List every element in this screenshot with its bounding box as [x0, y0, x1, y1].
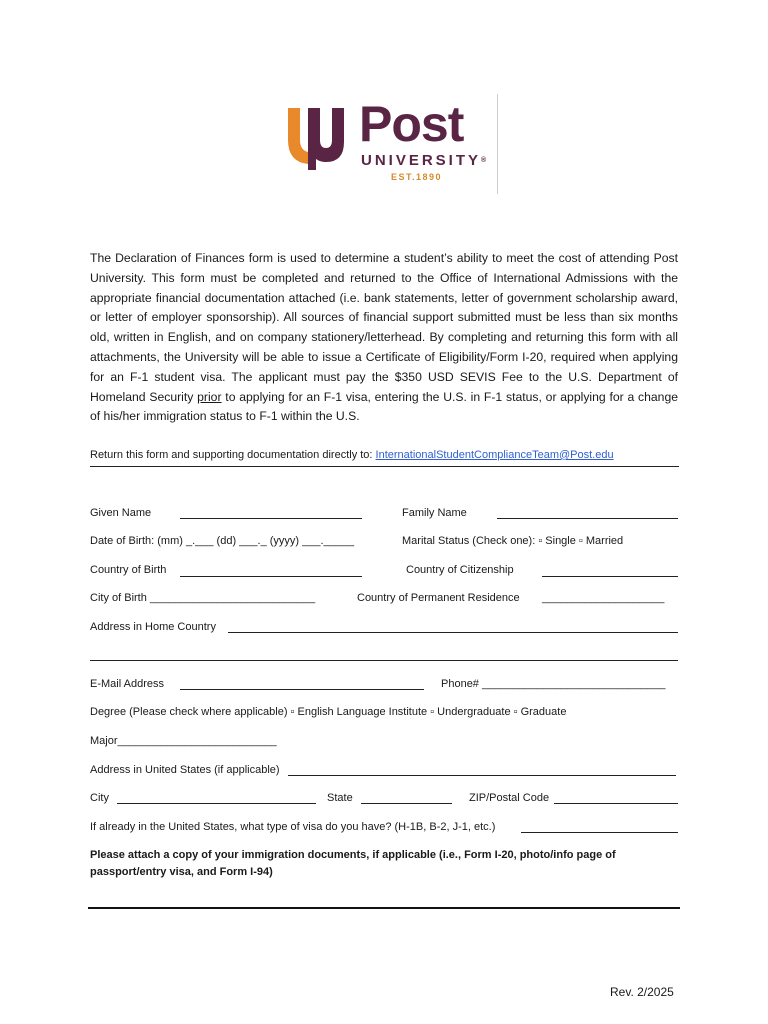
zip-field[interactable]: [554, 803, 678, 804]
zip-label: ZIP/Postal Code: [469, 792, 550, 804]
given-name-field[interactable]: [180, 518, 362, 519]
visa-type-field[interactable]: [521, 832, 678, 833]
us-address-field[interactable]: [288, 775, 676, 776]
home-address-field[interactable]: [228, 632, 678, 633]
country-of-birth-label: Country of Birth: [90, 564, 167, 576]
state-label: State: [327, 792, 353, 804]
country-of-citizenship-field[interactable]: [542, 576, 678, 577]
family-name-label: Family Name: [402, 507, 467, 519]
email-field[interactable]: [180, 689, 424, 690]
country-of-citizenship-label: Country of Citizenship: [406, 564, 514, 576]
attach-documents-note: Please attach a copy of your immigration documents, if applicable (i.e., Form I-20, photo/info page of: [90, 849, 616, 861]
home-address-field-line-2[interactable]: [90, 660, 678, 661]
logo-wordmark: Post: [359, 96, 464, 152]
state-field[interactable]: [361, 803, 452, 804]
home-address-label: Address in Home Country: [90, 621, 216, 633]
country-of-residence-label: Country of Permanent Residence: [357, 592, 520, 604]
intro-paragraph: The Declaration of Finances form is used to determine a student’s ability to meet the cost of attending Post University. This form must be completed and returned to the Office of International Admissions with the appropriate financial documentation attached (i.e. bank statements, letter of government scholarship award, or letter of employer sponsorship). All sources of financial support submitted must be less than six months old, written in English, and on company stationery/letterhead. By completing and returning this form with all attachments, the University will be able to issue a Certificate of Eligibility/Form I-20, required when applying for an F-1 student visa. The applicant must pay the $350 USD SEVIS Fee to the U.S. Department of Homeland Security prior to applying for an F-1 visa, entering the U.S. in F-1 status, or applying for a change of his/her immigration status to F-1 within the U.S.: [90, 251, 678, 424]
marital-status-field[interactable]: Marital Status (Check one): ▫ Single ▫ Married: [402, 535, 624, 547]
section-divider: [90, 466, 679, 467]
major-field[interactable]: Major__________________________: [90, 735, 277, 747]
bottom-divider: [88, 907, 680, 909]
us-address-label: Address in United States (if applicable): [90, 764, 280, 776]
email-label: E-Mail Address: [90, 678, 164, 690]
compliance-email-link[interactable]: InternationalStudentComplianceTeam@Post.edu: [375, 449, 614, 461]
date-of-birth-field[interactable]: Date of Birth: (mm) _.___ (dd) ___._ (yyyy) ___._____: [90, 535, 355, 547]
header-divider: [497, 94, 498, 194]
post-university-logo: [286, 96, 502, 194]
logo-established: EST.1890: [391, 172, 443, 182]
city-field[interactable]: [117, 803, 316, 804]
country-of-birth-field[interactable]: [180, 576, 362, 577]
phone-field[interactable]: Phone# ______________________________: [441, 678, 666, 690]
return-instructions: Return this form and supporting documentation directly to: InternationalStudentComplianceTeam@Post.edu: [90, 449, 614, 461]
country-of-residence-field[interactable]: ____________________: [542, 592, 665, 604]
city-label: City: [90, 792, 109, 804]
visa-type-label: If already in the United States, what type of visa do you have? (H-1B, B-2, J-1, etc.): [90, 821, 496, 833]
post-university-logo-mark-icon: [286, 106, 348, 172]
given-name-label: Given Name: [90, 507, 152, 519]
logo-university-text: UNIVERSITY®: [361, 152, 487, 169]
revision-label: Rev. 2/2025: [610, 985, 674, 999]
city-of-birth-field[interactable]: City of Birth ___________________________: [90, 592, 316, 604]
family-name-field[interactable]: [497, 518, 678, 519]
attach-documents-note-line-2: passport/entry visa, and Form I-94): [90, 866, 273, 878]
degree-field[interactable]: Degree (Please check where applicable) ▫ English Language Institute ▫ Undergraduate ▫ Graduate: [90, 706, 567, 718]
